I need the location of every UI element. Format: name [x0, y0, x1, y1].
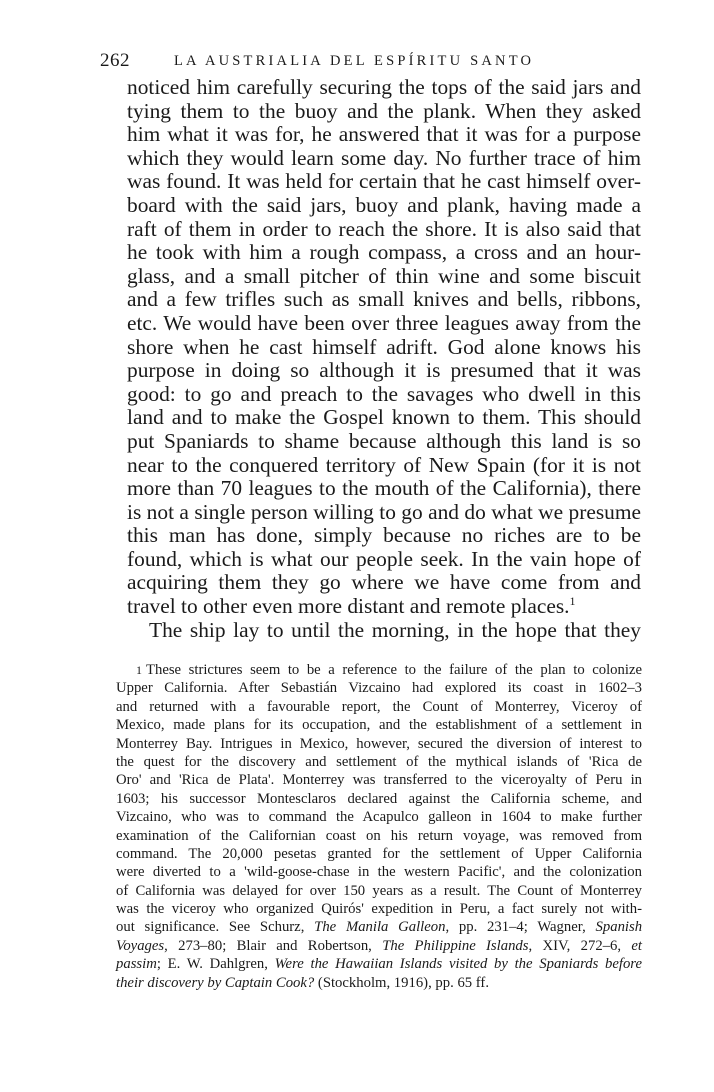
- footnote-line: [116, 661, 642, 679]
- body-line: was found. It was held for certain that he cast himself over-: [127, 169, 641, 194]
- footnote-line: and returned with a favourable report, the Count of Monterrey, Viceroy of: [116, 698, 642, 715]
- citation-detail: ; E. W. Dahlgren,: [156, 956, 268, 973]
- footnote-line: was the viceroy who organized Quirós' expedition in Peru, a fact surely not with-: [116, 901, 642, 918]
- body-line: etc. We would have been over three leagues away from the: [127, 310, 641, 335]
- body-line: more than 70 leagues to the mouth of the California), there: [127, 476, 641, 501]
- footnote-line: the quest for the discovery and settlement of the mythical islands of 'Rica de: [116, 753, 642, 770]
- body-line: and a few trifles such as small knives and bells, ribbons,: [127, 287, 641, 312]
- body-line-paragraph-end: [127, 595, 641, 619]
- footnote-line: Monterrey Bay. Intrigues in Mexico, however, secured the diversion of interest to: [116, 735, 642, 752]
- body-line: this man has done, simply because no riches are to be: [127, 523, 641, 548]
- footnote-line: 1603; his successor Montesclaros declared against the California scheme, and: [116, 790, 642, 807]
- citation-detail: , XIV, 272–6,: [528, 937, 622, 954]
- body-line: near to the conquered territory of New Spain (for it is not: [127, 452, 641, 477]
- body-line: good: to go and preach to the savages who dwell in this: [127, 381, 641, 406]
- body-line: purpose in doing so although it is presumed that it was: [127, 358, 641, 383]
- footnote-line-citations: [116, 974, 642, 992]
- body-line: noticed him carefully securing the tops of the said jars and: [127, 75, 641, 99]
- citation-detail: passim: [116, 956, 157, 973]
- citation-detail: (Stockholm, 1916), pp. 65 ff.: [314, 974, 489, 991]
- citation-title: their discovery by Captain Cook?: [116, 974, 315, 991]
- page-header: [100, 50, 660, 74]
- footnote-line: of California was delayed for over 150 years as a result. The Count of Monterrey: [116, 882, 642, 899]
- footnote-line: Upper California. After Sebastián Vizcaino had explored its coast in 1602–3: [116, 680, 642, 697]
- page-number: 262: [100, 50, 130, 71]
- citation-title: Voyages: [116, 937, 165, 954]
- body-line: he took with him a rough compass, a cross and an hour-: [127, 240, 641, 265]
- body-line-new-paragraph: The ship lay to until the morning, in the hope that they: [149, 617, 641, 642]
- footnote-reference[interactable]: 1: [569, 594, 576, 609]
- footnote-text: These strictures seem to be a reference to the failure of the plan to colonize: [146, 662, 642, 678]
- footnote-line: Vizcaino, who was to command the Acapulco galleon in 1604 to make further: [116, 809, 642, 826]
- body-line: him what it was for, he answered that it was for a purpose: [127, 122, 641, 147]
- footnote-line: were diverted to a 'wild-goose-chase in the western Pacific', and the colonization: [116, 864, 642, 881]
- body-line: land and to make the Gospel known to them. This should: [127, 405, 641, 430]
- footnote-line-citations: [116, 955, 642, 973]
- citation-title: Were the Hawaiian Islands visited by the Spaniards before: [274, 956, 642, 973]
- footnote-line: command. The 20,000 pesetas granted for the settlement of Upper California: [116, 845, 642, 862]
- body-line: acquiring them they go where we have come from and: [127, 570, 641, 595]
- body-line: put Spaniards to shame because although this land is so: [127, 428, 641, 453]
- citation-detail: , pp. 231–4; Wagner,: [445, 919, 586, 936]
- body-line-text: travel to other even more distant and remote places.: [127, 594, 570, 619]
- body-text: [127, 76, 641, 642]
- body-line: is not a single person willing to go and do what we presume: [127, 499, 641, 524]
- citation-detail: , 273–80; Blair and Robertson,: [164, 937, 372, 954]
- footnote-line-citations: [116, 937, 642, 955]
- footnote-line: Mexico, made plans for its occupation, and the establishment of a settlement in: [116, 717, 642, 734]
- body-line: board with the said jars, buoy and plank, having made a: [127, 192, 641, 217]
- citation-title: The Philippine Islands: [382, 937, 529, 954]
- citation-title: The Manila Galleon: [314, 919, 446, 936]
- footnote-line: Oro' and 'Rica de Plata'. Monterrey was transferred to the viceroyalty of Peru in: [116, 772, 642, 789]
- citation-title: Spanish: [595, 919, 643, 936]
- footnote-number: 1: [136, 663, 142, 677]
- body-line: shore when he cast himself adrift. God alone knows his: [127, 334, 641, 359]
- running-head: LA AUSTRIALIA DEL ESPÍRITU SANTO: [174, 53, 535, 69]
- body-line: found, which is what our people seek. In the vain hope of: [127, 546, 641, 571]
- body-line: tying them to the buoy and the plank. When they asked: [127, 98, 641, 123]
- body-line: which they would learn some day. No further trace of him: [127, 145, 641, 170]
- body-line: glass, and a small pitcher of thin wine and some biscuit: [127, 263, 641, 288]
- footnote-line: examination of the Californian coast on his return voyage, was removed from: [116, 827, 642, 844]
- citation-detail: et: [631, 937, 643, 954]
- body-line: raft of them in order to reach the shore. It is also said that: [127, 216, 641, 241]
- footnote: [116, 661, 642, 992]
- footnote-line-citations: [116, 918, 642, 936]
- footnote-text: out significance. See Schurz,: [116, 919, 305, 936]
